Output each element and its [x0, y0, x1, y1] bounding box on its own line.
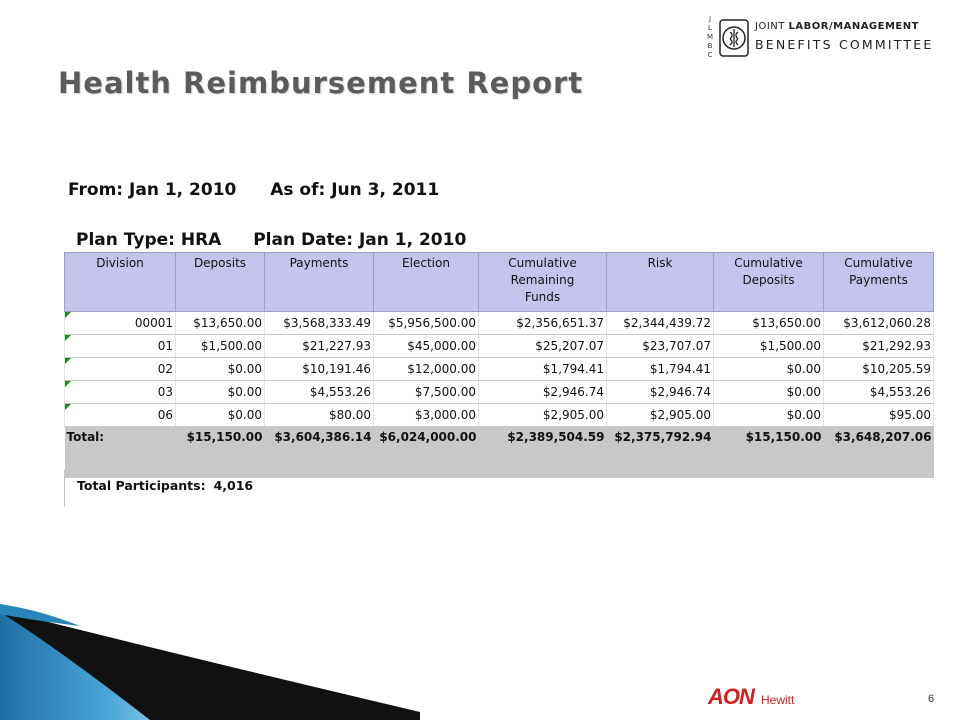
table-cell: $1,794.41	[607, 358, 714, 381]
table-row	[65, 381, 934, 404]
total-participants	[77, 478, 253, 493]
division-cell: 02	[65, 358, 176, 381]
table-cell: $13,650.00	[176, 312, 265, 335]
table-cell: $0.00	[714, 404, 824, 427]
seal-icon	[719, 19, 749, 57]
table-cell: $10,191.46	[265, 358, 374, 381]
column-header: Election	[374, 253, 479, 312]
table-cell: $7,500.00	[374, 381, 479, 404]
table-cell: $80.00	[265, 404, 374, 427]
report-date-range	[68, 180, 439, 200]
table-cell: $1,500.00	[176, 335, 265, 358]
plan-date-label: Plan Date:	[253, 230, 354, 250]
table-cell: $2,905.00	[607, 404, 714, 427]
column-header: Cumulative Payments	[824, 253, 934, 312]
table-cell: $21,292.93	[824, 335, 934, 358]
table-cell: $0.00	[714, 381, 824, 404]
jlmbc-logo	[701, 15, 946, 61]
table-cell: $0.00	[176, 381, 265, 404]
table-cell: $13,650.00	[714, 312, 824, 335]
table-cell: $3,000.00	[374, 404, 479, 427]
table-cell: $23,707.07	[607, 335, 714, 358]
jlmbc-vertical-letters: J L M B C	[706, 15, 714, 59]
total-cell: $2,389,504.59	[479, 427, 607, 453]
hra-report-table	[64, 252, 934, 478]
table-cell: $2,905.00	[479, 404, 607, 427]
hewitt-wordmark: Hewitt	[761, 693, 795, 707]
table-cell: $4,553.26	[824, 381, 934, 404]
cell-flag-icon	[65, 358, 71, 364]
division-cell: 06	[65, 404, 176, 427]
logo-line2: BENEFITS COMMITTEE	[755, 37, 934, 52]
table-row	[65, 404, 934, 427]
table-cell: $25,207.07	[479, 335, 607, 358]
table-cell: $12,000.00	[374, 358, 479, 381]
decorative-swoosh	[0, 580, 420, 720]
total-cell: $3,604,386.14	[265, 427, 374, 453]
cell-flag-icon	[65, 381, 71, 387]
table-cell: $21,227.93	[265, 335, 374, 358]
table-cell: $95.00	[824, 404, 934, 427]
cell-flag-icon	[65, 335, 71, 341]
total-cell: $6,024,000.00	[374, 427, 479, 453]
asof-label: As of:	[270, 180, 326, 200]
cell-flag-icon	[65, 312, 71, 318]
table-cell: $1,794.41	[479, 358, 607, 381]
table-cell: $1,500.00	[714, 335, 824, 358]
column-header: Risk	[607, 253, 714, 312]
table-cell: $2,344,439.72	[607, 312, 714, 335]
asof-value: Jun 3, 2011	[331, 180, 440, 200]
column-header: Payments	[265, 253, 374, 312]
total-fill-row	[65, 452, 934, 478]
slide-title: Health Reimbursement Report	[58, 66, 584, 100]
page-number: 6	[928, 693, 935, 705]
table-left-rule	[64, 470, 65, 507]
from-value: Jan 1, 2010	[129, 180, 237, 200]
table-cell: $2,946.74	[479, 381, 607, 404]
table-cell: $0.00	[176, 404, 265, 427]
plan-info	[76, 230, 466, 250]
total-cell: $15,150.00	[714, 427, 824, 453]
table-header-row	[65, 253, 934, 312]
column-header: Deposits	[176, 253, 265, 312]
from-label: From:	[68, 180, 124, 200]
total-row	[65, 427, 934, 453]
table-cell: $4,553.26	[265, 381, 374, 404]
total-label: Total:	[65, 427, 176, 453]
table-row	[65, 312, 934, 335]
total-cell: $2,375,792.94	[607, 427, 714, 453]
table-cell: $0.00	[714, 358, 824, 381]
table-cell: $10,205.59	[824, 358, 934, 381]
plan-date-value: Jan 1, 2010	[358, 230, 467, 250]
participants-value: 4,016	[213, 478, 254, 493]
plan-type-value: HRA	[180, 230, 222, 250]
aon-wordmark: AON	[708, 684, 754, 709]
table-row	[65, 358, 934, 381]
table-cell: $2,356,651.37	[479, 312, 607, 335]
table-cell: $0.00	[176, 358, 265, 381]
division-cell: 00001	[65, 312, 176, 335]
division-cell: 03	[65, 381, 176, 404]
column-header: Cumulative Remaining Funds	[479, 253, 607, 312]
table-row	[65, 335, 934, 358]
table-cell: $2,946.74	[607, 381, 714, 404]
participants-label: Total Participants:	[77, 478, 206, 493]
table-cell: $45,000.00	[374, 335, 479, 358]
division-cell: 01	[65, 335, 176, 358]
table-cell: $5,956,500.00	[374, 312, 479, 335]
logo-line1: JOINT LABOR/MANAGEMENT	[755, 21, 919, 32]
table-cell: $3,612,060.28	[824, 312, 934, 335]
aon-hewitt-logo	[708, 684, 818, 710]
total-cell: $3,648,207.06	[824, 427, 934, 453]
column-header: Division	[65, 253, 176, 312]
cell-flag-icon	[65, 404, 71, 410]
total-cell: $15,150.00	[176, 427, 265, 453]
column-header: Cumulative Deposits	[714, 253, 824, 312]
table-cell: $3,568,333.49	[265, 312, 374, 335]
plan-type-label: Plan Type:	[76, 230, 175, 250]
